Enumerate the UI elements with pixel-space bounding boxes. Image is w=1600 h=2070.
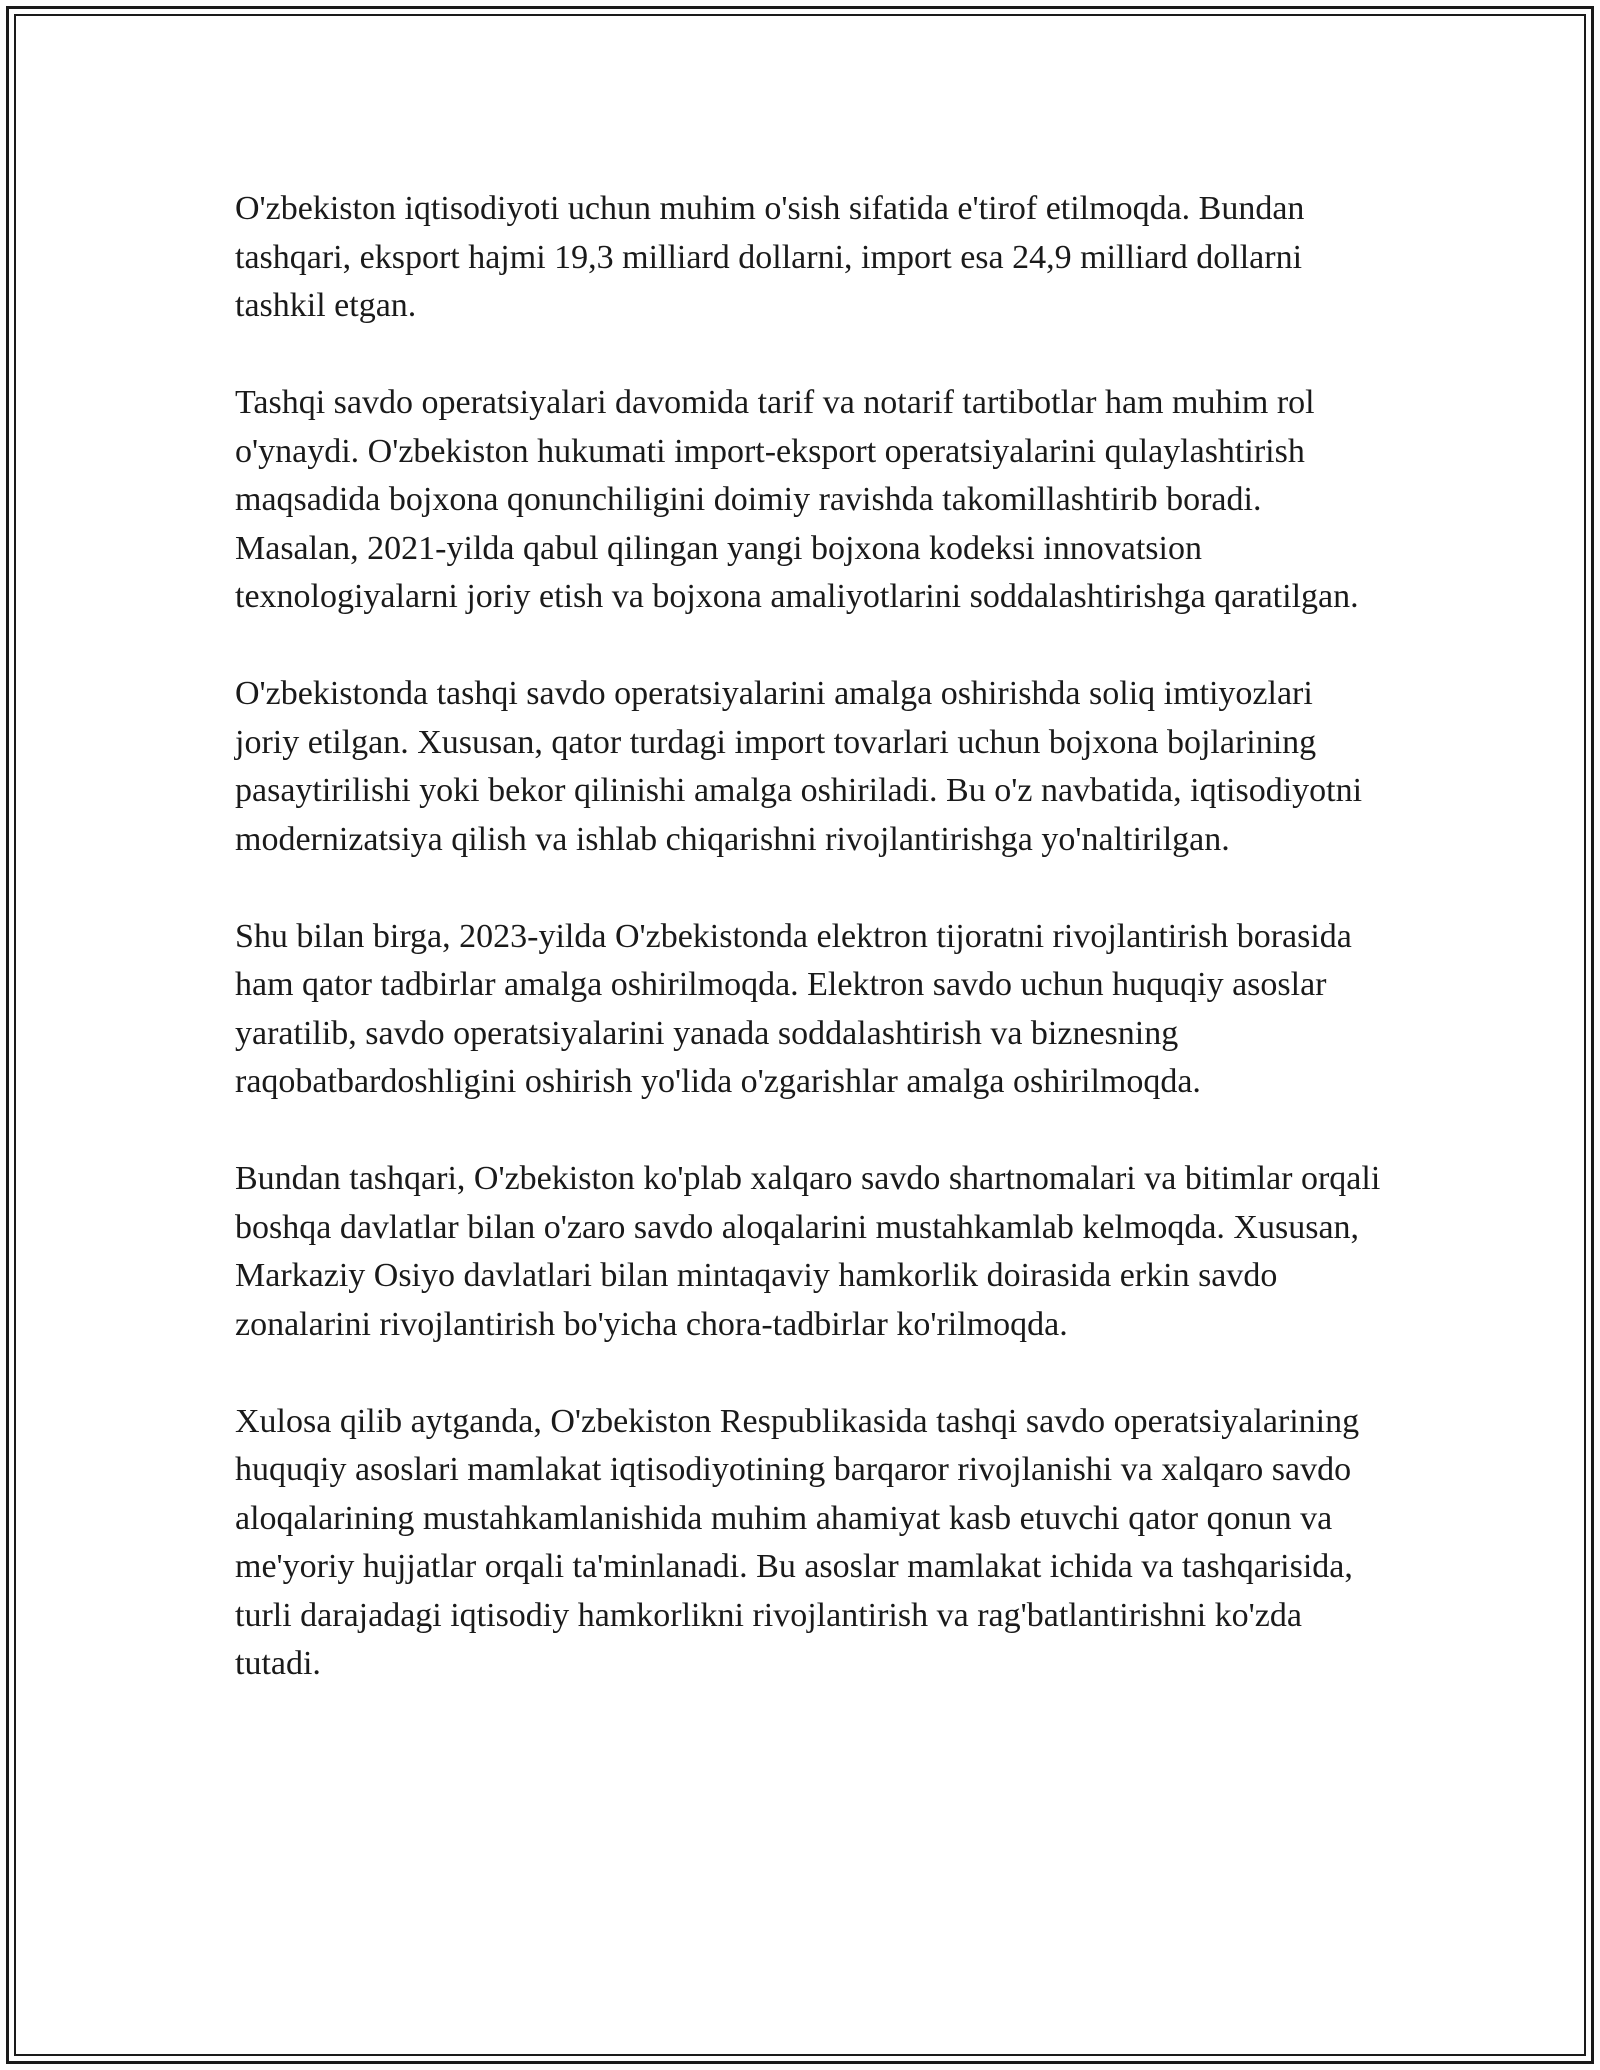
paragraph-e-commerce: Shu bilan birga, 2023-yilda O'zbekistonda elektron tijoratni rivojlantirish borasida ham qator tadbirlar amalga oshirilmoqda. Elektron savdo uchun huquqiy asoslar yaratilib, savdo operatsiyalarini yanada soddalashtirish va biznesning raqobatbardoshligini oshirish yo'lida o'zgarishlar amalga oshirilmoqda. (235, 917, 1352, 1100)
document-body (235, 185, 1385, 1689)
paragraph-tax-incentives: O'zbekistonda tashqi savdo operatsiyalarini amalga oshirishda soliq imtiyozlari joriy etilgan. Xususan, qator turdagi import tovarlari uchun bojxona bojlarining pasaytirilishi yoki bekor qilinishi amalga oshiriladi. Bu o'z navbatida, iqtisodiyotni modernizatsiya qilish va ishlab chiqarishni rivojlantirishga yo'naltirilgan. (235, 675, 1363, 858)
paragraph-trade-volume: O'zbekiston iqtisodiyoti uchun muhim o'sish sifatida e'tirof etilmoqda. Bundan tashqari, eksport hajmi 19,3 milliard dollarni, import esa 24,9 milliard dollarni tashkil etgan. (235, 190, 1305, 324)
paragraph-conclusion: Xulosa qilib aytganda, O'zbekiston Respublikasida tashqi savdo operatsiyalarining huquqiy asoslari mamlakat iqtisodiyotining barqaror rivojlanishi va xalqaro savdo aloqalarining mustahkamlanishida muhim ahamiyat kasb etuvchi qator qonun va me'yoriy hujjatlar orqali ta'minlanadi. Bu asoslar mamlakat ichida va tashqarisida, turli darajadagi iqtisodiy hamkorlikni rivojlantirish va rag'batlantirishni ko'zda tutadi. (235, 1402, 1360, 1682)
paragraph-customs-regulation: Tashqi savdo operatsiyalari davomida tarif va notarif tartibotlar ham muhim rol o'ynaydi. O'zbekiston hukumati import-eksport operatsiyalarini qulaylashtirish maqsadida bojxona qonunchiligini doimiy ravishda takomillashtirib boradi. Masalan, 2021-yilda qabul qilingan yangi bojxona kodeksi innovatsion texnologiyalarni joriy etish va bojxona amaliyotlarini soddalashtirishga qaratilgan. (235, 384, 1359, 615)
paragraph-international-agreements: Bundan tashqari, O'zbekiston ko'plab xalqaro savdo shartnomalari va bitimlar orqali boshqa davlatlar bilan o'zaro savdo aloqalarini mustahkamlab kelmoqda. Xususan, Markaziy Osiyo davlatlari bilan mintaqaviy hamkorlik doirasida erkin savdo zonalarini rivojlantirish bo'yicha chora-tadbirlar ko'rilmoqda. (235, 1160, 1381, 1343)
